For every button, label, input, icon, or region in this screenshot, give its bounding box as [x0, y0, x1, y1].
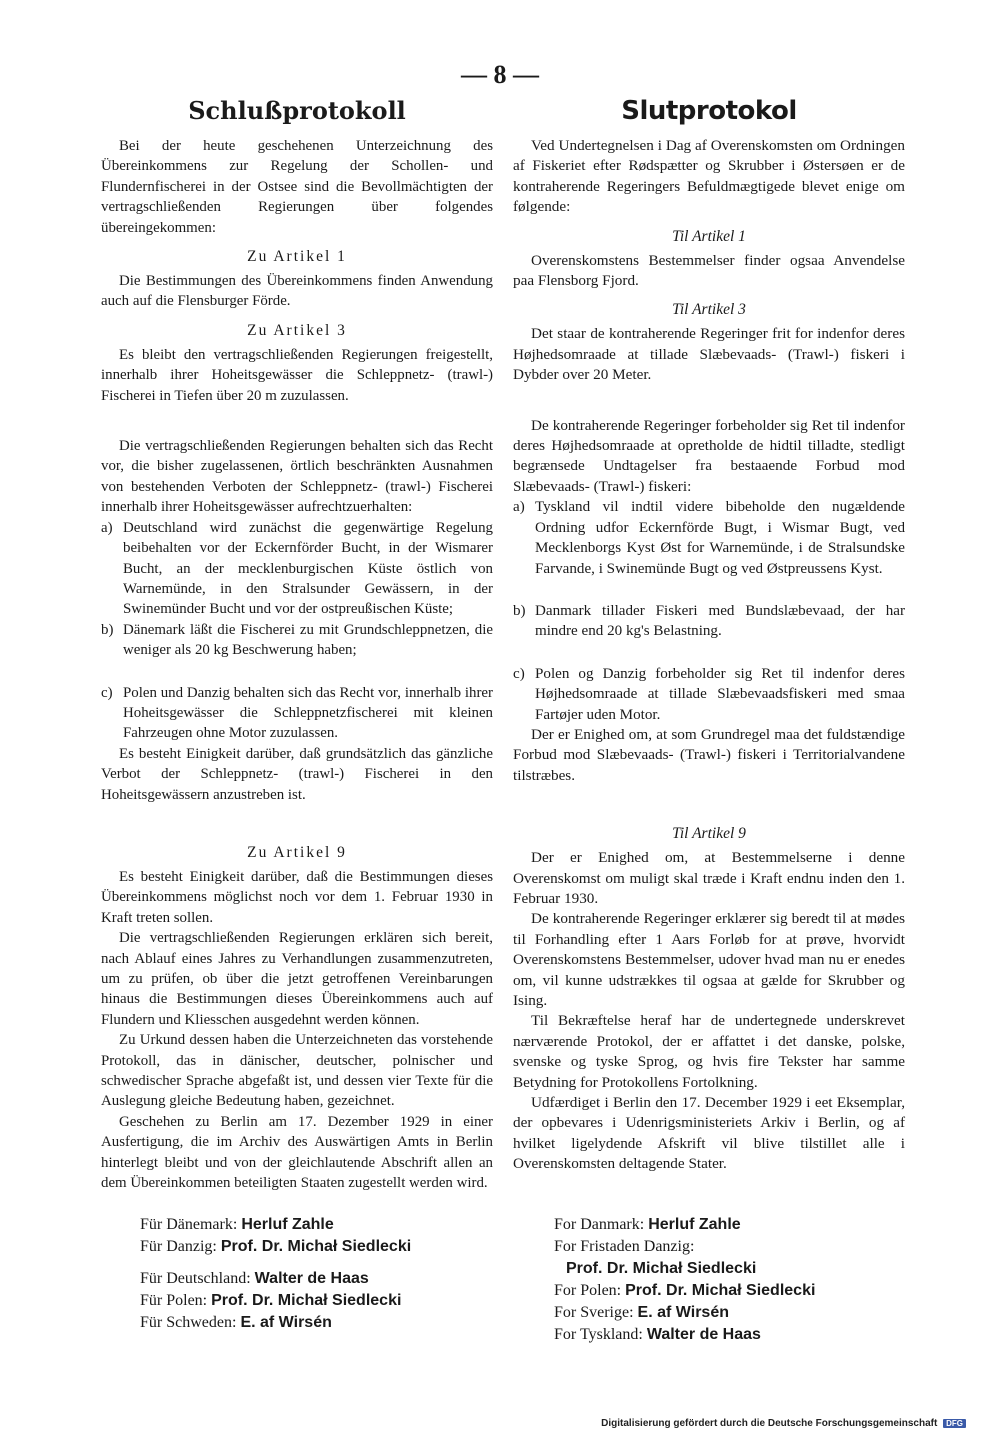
list-text: Polen und Danzig behalten sich das Recht vor, innerhalb ihrer Hoheitsgewässer die Schleppnetzfischerei mit kleinen Fahrzeugen ohne Motor zuzulassen.: [123, 684, 493, 742]
signature-row: [554, 1258, 815, 1280]
signature-label: For Danmark:: [554, 1216, 645, 1233]
signature-label: For Fristaden Danzig:: [554, 1238, 695, 1255]
german-art3-text2: Die vertragschließenden Regierungen behalten sich das Recht vor, die bisher zugelassenen, örtlich beschränkten Ausnahmen von bestehenden Verboten der Schleppnetz- (trawl-) Fischerei innerhalb ihrer Hoheitsgewässer aufrechtzuerhalten:: [101, 438, 493, 516]
german-art1-title: Zu Artikel 1: [247, 248, 347, 266]
danish-art1-text: Overenskomstens Bestemmelser finder ogsaa Anvendelse paa Flensborg Fjord.: [513, 251, 905, 290]
danish-art9-p1: Der er Enighed om, at Bestemmelserne i denne Overenskomst om muligt skal træde i Kraft endnu inden den 1. Februar 1930.: [513, 849, 905, 907]
signature-label: For Polen:: [554, 1282, 622, 1299]
german-item-b: [101, 620, 493, 661]
danish-signatures: [554, 1214, 815, 1346]
list-marker: b): [513, 602, 526, 619]
signature-row: [140, 1312, 411, 1334]
danish-art9-p3: Til Bekræftelse heraf har de undertegnede underskrevet nærværende Protokol, der er affattet i det danske, polske, svenske og tyske Sprog, og hvis fire Tekster har samme Betydning for Protokollens Fortolkning.: [513, 1012, 905, 1091]
german-art9-p2: Die vertragschließenden Regierungen erklären sich bereit, nach Ablauf eines Jahres zu Verhandlungen zusammenzutreten, um zu prüfen, ob über die jetzt getroffenen Vereinbarungen hinaus die Bestimmungen dieses Übereinkommens auch auf Flundern und Kliesschen ausgedehnt werden können.: [101, 930, 493, 1028]
german-art3-title: Zu Artikel 3: [247, 321, 347, 339]
signature-label: For Tyskland:: [554, 1326, 643, 1343]
list-marker: c): [101, 684, 113, 701]
signature-name: E. af Wirsén: [240, 1314, 332, 1331]
list-marker: b): [101, 621, 114, 638]
signature-name: Prof. Dr. Michał Siedlecki: [625, 1282, 816, 1299]
signature-name: E. af Wirsén: [637, 1304, 729, 1321]
german-art9-p1: Es besteht Einigkeit darüber, daß die Bestimmungen dieses Übereinkommens möglichst noch vor dem 1. Februar 1930 in Kraft treten sollen.: [101, 868, 493, 926]
list-text: Deutschland wird zunächst die gegenwärtige Regelung beibehalten vor der Eckernförder Bucht, in der Wismarer Bucht, an der mecklenburgischen Küste östlich von Warnemünde, in den Stralsunder Gewässern, in der Swinemünder Bucht und vor der ostpreußischen Küste;: [123, 519, 493, 618]
signature-row: [140, 1236, 411, 1258]
german-consensus: Es besteht Einigkeit darüber, daß grundsätzlich das gänzliche Verbot der Schleppnetz- (trawl-) Fischerei in den Hoheitsgewässern anzustreben ist.: [101, 745, 493, 803]
signature-row: [140, 1290, 411, 1312]
signature-label: Für Polen:: [140, 1292, 208, 1309]
german-intro: Bei der heute geschehenen Unterzeichnung des Übereinkommens zur Regelung der Schollen- und Flundernfischerei in der Ostsee sind die Bevollmächtigten der vertragschließenden Regierungen über folgendes übereingekommen:: [101, 138, 493, 236]
german-column: [101, 96, 493, 1193]
list-marker: a): [513, 499, 525, 516]
signature-label: Für Danzig:: [140, 1238, 217, 1255]
danish-art9-p2: De kontraherende Regeringer erklærer sig beredt til at mødes til Forhandling efter 1 Aars Forløb for at prøve, hvorvidt Overenskomstens Bestemmelser, udover hvad man nu er enedes om, vil kunne udstrækkes til ogsaa at gælde for Skrubber og Ising.: [513, 910, 905, 1009]
danish-intro: Ved Undertegnelsen i Dag af Overenskomsten om Ordningen af Fiskeriet efter Rødspætter og Skrubber i Østersøen er de kontraherende Regeringers Befuldmægtigede blevet enige om følgende:: [513, 137, 905, 216]
german-art9-p4: Geschehen zu Berlin am 17. Dezember 1929 in einer Ausfertigung, die im Archiv des Auswärtigen Amts in Berlin hinterlegt bleibt und von der gleichlautende Abschrift allen an dem Übereinkommen beteiligten Staaten zugestellt werden wird.: [101, 1113, 493, 1192]
list-text: Polen og Danzig forbeholder sig Ret til indenfor deres Højhedsomraade at tillade Slæbevaadsfiskeri med smaa Fartøjer uden Motor.: [535, 665, 905, 723]
list-text: Dänemark läßt die Fischerei zu mit Grundschleppnetzen, die weniger als 20 kg Beschwerung haben;: [123, 621, 493, 659]
german-item-a: [101, 518, 493, 620]
signature-row: [554, 1236, 815, 1258]
signature-label: Für Schweden:: [140, 1314, 237, 1331]
list-text: Danmark tillader Fiskeri med Bundslæbevaad, der har mindre end 20 kg's Belastning.: [535, 602, 905, 640]
signature-row: [554, 1214, 815, 1236]
signature-name: Prof. Dr. Michał Siedlecki: [566, 1260, 757, 1277]
danish-heading: Slutprotokol: [621, 96, 797, 126]
signature-row: [140, 1214, 411, 1236]
signature-label: For Sverige:: [554, 1304, 634, 1321]
signature-label: Für Deutschland:: [140, 1270, 251, 1287]
signature-row: [554, 1324, 815, 1346]
danish-item-b: [513, 601, 905, 642]
danish-column: [513, 96, 905, 1175]
danish-art9-p4: Udfærdiget i Berlin den 17. December 1929 i eet Eksemplar, der opbevares i Udenrigsministeriets Arkiv i Berlin, og af hvilket ligelydende Afskrift vil blive tilstillet alle i Overenskomsten deltagende Stater.: [513, 1094, 905, 1173]
german-signatures: [140, 1214, 411, 1334]
signature-name: Herluf Zahle: [648, 1216, 741, 1233]
signature-name: Prof. Dr. Michał Siedlecki: [220, 1238, 412, 1255]
signature-row: [554, 1302, 815, 1324]
german-heading: Schlußprotokoll: [188, 96, 406, 125]
signature-row: [554, 1280, 815, 1302]
danish-consensus: Der er Enighed om, at som Grundregel maa det fuldstændige Forbud mod Slæbevaads- (Trawl-) fiskeri i Territorialvandene tilstræbes.: [513, 725, 905, 784]
signature-name: Herluf Zahle: [241, 1216, 334, 1233]
list-marker: a): [101, 519, 113, 536]
list-marker: c): [513, 665, 525, 682]
danish-art9-title: Til Artikel 9: [672, 825, 746, 843]
signature-row: [140, 1268, 411, 1290]
danish-item-c: [513, 664, 905, 725]
list-text: Tyskland vil indtil videre bibeholde den nugældende Ordning udfor Eckernförde Bugt, i Wismar Bugt, ved Mecklenborgs Kyst Øst for Warnemünde, i de Stralsundske Farvande, i Swinemünde Bugt og ved Østpreussens Kyst.: [535, 499, 905, 577]
signature-name: Walter de Haas: [646, 1326, 761, 1343]
signature-label: Für Dänemark:: [140, 1216, 238, 1233]
signature-name: Prof. Dr. Michał Siedlecki: [211, 1292, 402, 1309]
danish-art1-title: Til Artikel 1: [672, 227, 746, 245]
danish-art3-text2: De kontraherende Regeringer forbeholder sig Ret til indenfor deres Højhedsomraade at opretholde de hidtil tilladte, stedligt begrænsede Undtagelser fra bestaaende Forbud mod Slæbevaads- (Trawl-) fiskeri:: [513, 416, 905, 495]
danish-art3-title: Til Artikel 3: [672, 301, 746, 319]
danish-item-a: [513, 497, 905, 579]
digitization-footer: [601, 1418, 966, 1429]
german-item-c: [101, 683, 493, 744]
german-art9-title: Zu Artikel 9: [247, 843, 347, 861]
signature-name: Walter de Haas: [254, 1270, 369, 1287]
german-art1-text: Die Bestimmungen des Übereinkommens finden Anwendung auch auf die Flensburger Förde.: [101, 273, 493, 310]
german-art3-text: Es bleibt den vertragschließenden Regierungen freigestellt, innerhalb ihrer Hoheitsgewässer die Schleppnetz- (trawl-) Fischerei in Tiefen über 20 m zuzulassen.: [101, 346, 493, 404]
page-number: — 8 —: [461, 60, 539, 89]
danish-art3-text: Det staar de kontraherende Regeringer frit for indenfor deres Højhedsomraade at tillade Slæbevaads- (Trawl-) fiskeri i Dybder over 20 Meter.: [513, 325, 905, 384]
footer-text: Digitalisierung gefördert durch die Deutsche Forschungsgemeinschaft: [601, 1418, 938, 1429]
dfg-logo: DFG: [943, 1419, 966, 1428]
german-art9-p3: Zu Urkund dessen haben die Unterzeichneten das vorstehende Protokoll, das in dänischer, deutscher, polnischer und schwedischer Sprache abgefaßt ist, und dessen vier Texte für die Auslegung gleiche Bedeutung haben, gezeichnet.: [101, 1032, 493, 1110]
